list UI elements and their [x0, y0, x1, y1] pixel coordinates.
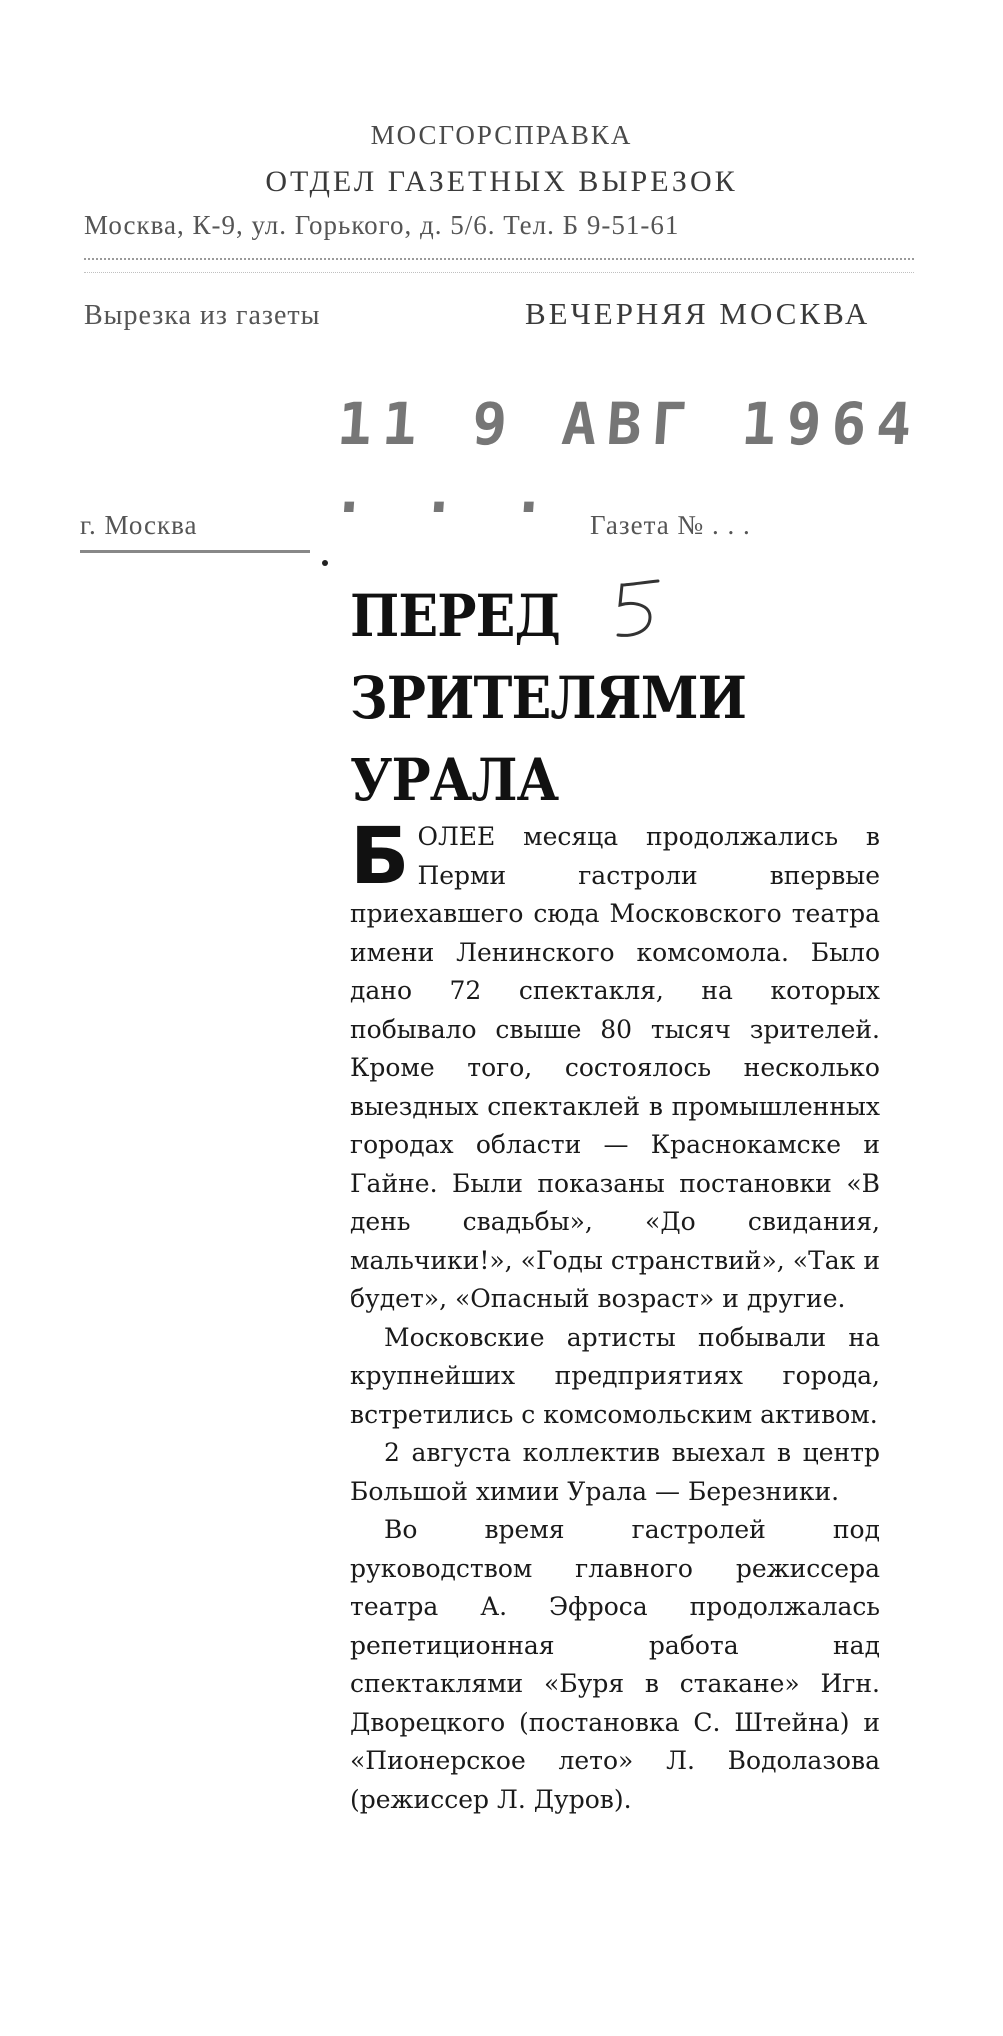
org-name: МОСГОРСПРАВКА: [370, 120, 633, 150]
ink-dot: [322, 560, 328, 566]
handwritten-five-stroke: [618, 581, 658, 635]
clipping-label: Вырезка из газеты: [84, 300, 321, 331]
article-paragraph: 2 августа коллектив выехал в центр Большой химии Урала — Березники.: [350, 1438, 880, 1506]
article-paragraph: Во время гастролей под руководством главного режиссера театра А. Эфроса продолжалась репетиционная работа над спектаклями «Буря в стакане» Игн. Дворецкого (постановка С. Штейна) и «Пионерское лето» Л. Водолазова (режиссер Л. Дуров).: [350, 1515, 880, 1814]
city-underline: [80, 550, 310, 553]
article-title: ПЕРЕД ЗРИТЕЛЯМИ УРАЛА: [350, 582, 747, 814]
handwritten-five-mark: [600, 575, 680, 645]
header-divider-secondary: [84, 272, 914, 273]
date-stamp: 11 9 АВГ 1964 . . .: [330, 390, 924, 526]
header-divider: [84, 258, 914, 260]
article-body: [350, 812, 880, 1819]
article-paragraph: Московские артисты побывали на крупнейших предприятиях города, встретились с комсомольским активом.: [350, 1322, 880, 1429]
address-line: Москва, К-9, ул. Горького, д. 5/6. Тел. Б 9-51-61: [84, 210, 680, 240]
newspaper-name: ВЕЧЕРНЯЯ МОСКВА: [525, 296, 871, 331]
city-label: г. Москва: [80, 510, 198, 540]
article-paragraph: [350, 812, 880, 1319]
paragraph-text: ОЛЕЕ месяца продолжались в Перми гастроли впервые приехавшего сюда Московского театра имени Ленинского комсомола. Было дано 72 спектакля, на которых побывало свыше 80 тысяч зрителей. Кроме того, состоялось несколько выездных спектаклей в промышленных городах области — Краснокамске и Гайне. Были показаны постановки «В день свадьбы», «До свидания, мальчики!», «Годы странствий», «Так и будет», «Опасный возраст» и другие.: [350, 822, 880, 1313]
drop-cap: Б: [350, 812, 410, 902]
department-name: ОТДЕЛ ГАЗЕТНЫХ ВЫРЕЗОК: [265, 165, 738, 198]
gazeta-number-label: Газета № . . .: [590, 510, 751, 540]
